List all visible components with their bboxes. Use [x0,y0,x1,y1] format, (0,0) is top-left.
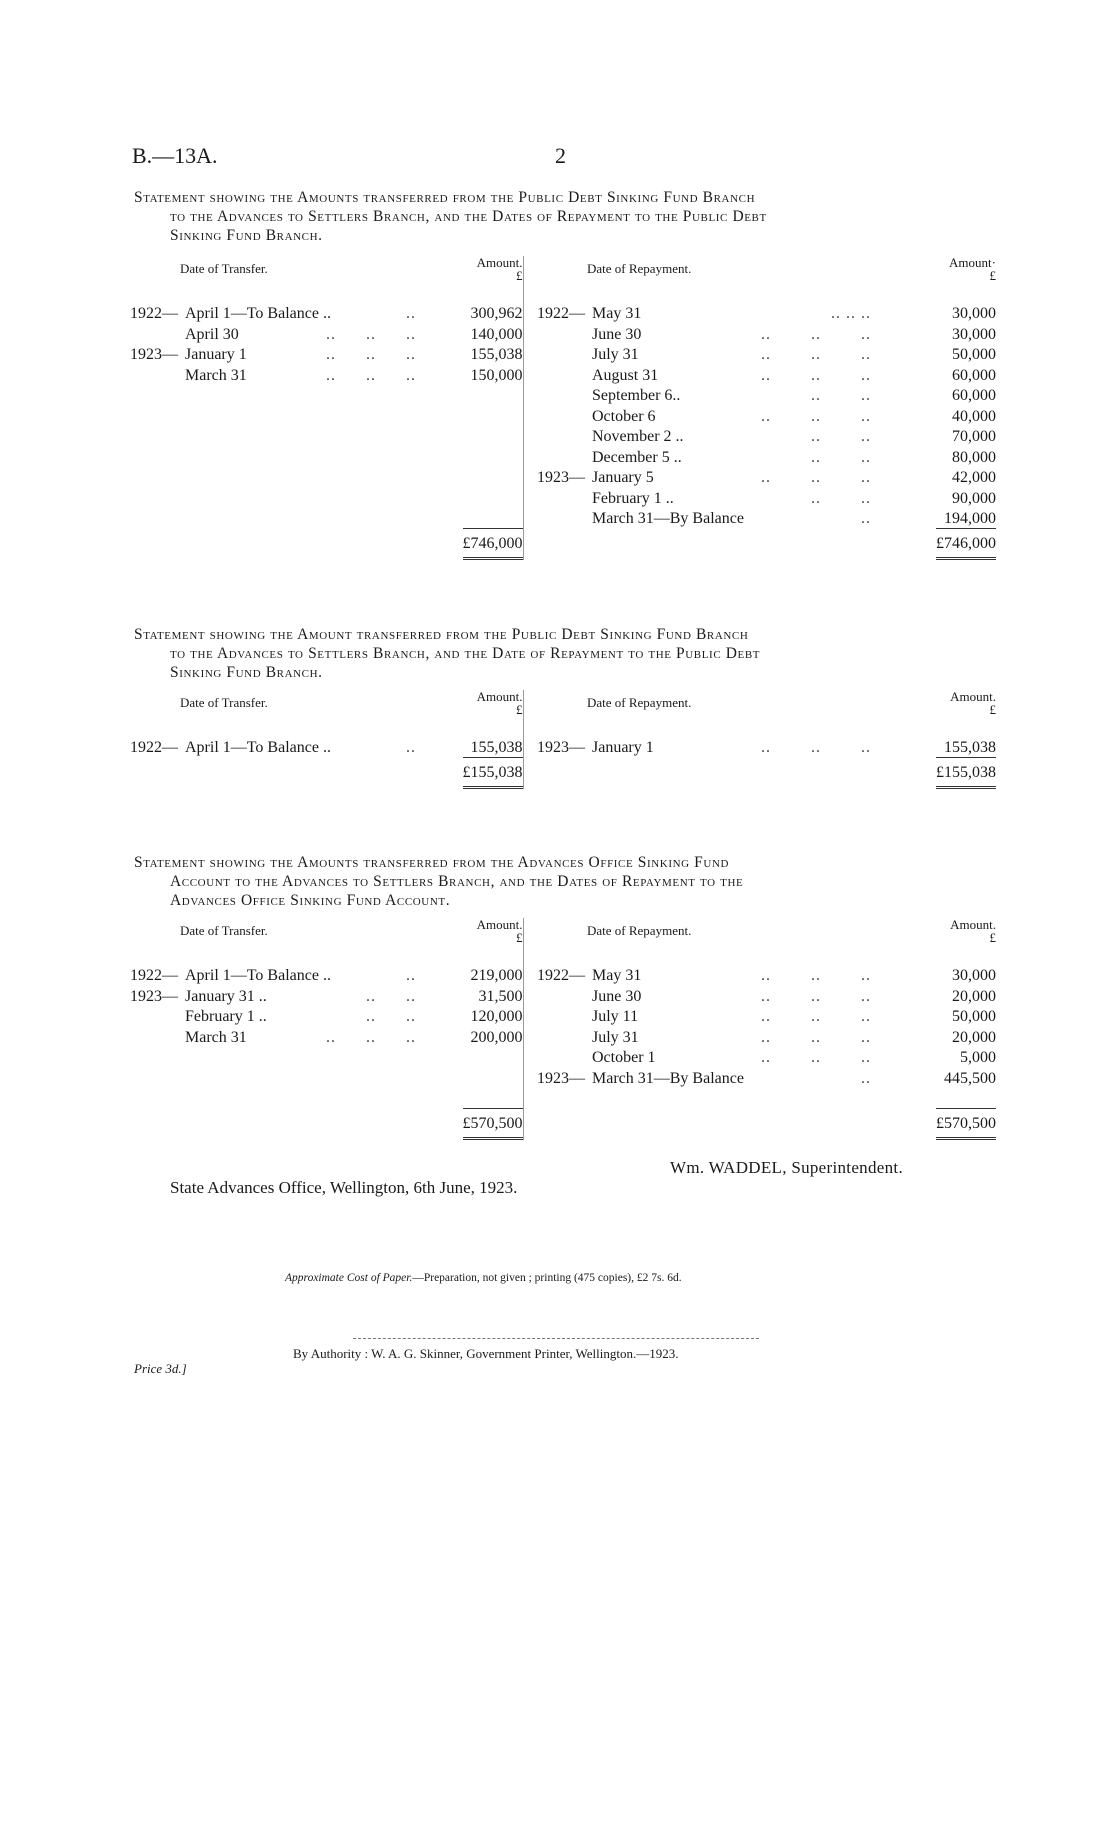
transfer-date: January 1 [185,346,247,363]
amount-label: Amount. [476,689,523,704]
amount-label: Amount. [476,917,523,932]
year: 1923— [537,1069,585,1087]
repayment-date: May 31 [592,967,642,984]
transfer-date: March 31 [185,1028,247,1046]
col-header-amount [877,918,996,944]
col-header-amount [420,256,523,282]
total-right: £570,500 [936,1108,996,1140]
printer-authority: By Authority : W. A. G. Skinner, Government Printer, Wellington.—1923. [293,1346,679,1361]
heading-line: Sinking Fund Branch. [170,227,323,244]
repayment-date: May 31 [592,305,642,322]
repayment-date: December 5 .. [592,448,682,466]
cost-label: Approximate Cost of Paper. [285,1272,413,1284]
amount-label: Amount· [949,255,996,270]
year: 1923— [537,739,585,756]
leader-dots: .. .. .. [761,1028,871,1046]
transfer-amount: 219,000 [470,967,523,984]
repayment-date: October 1 [592,1049,656,1066]
year: 1923— [130,346,178,363]
price: Price 3d.] [134,1361,187,1376]
table-row [130,323,996,344]
leader-dots: .. .. .. [326,1028,416,1046]
col-header-date-of-repayment: Date of Repayment. [587,261,692,276]
repayment-date: September 6.. [592,387,681,404]
repayment-amount: 20,000 [952,1028,996,1046]
currency-label: £ [989,702,996,717]
statement-3-heading [134,853,994,910]
table-header-row [130,918,996,944]
transfer-amount: 31,500 [478,987,523,1005]
transfer-amount: 150,000 [470,366,523,384]
repayment-date: August 31 [592,366,659,384]
transfer-date: April 30 [185,325,239,343]
col-header-amount [420,918,523,944]
leader-dots: .. .. .. [761,346,871,363]
table-row [130,385,996,406]
leader-dots: .. .. [811,448,871,466]
total-right: £155,038 [936,757,996,789]
table-header-row [130,690,996,716]
repayment-amount: 80,000 [952,448,996,466]
repayment-date: January 1 [592,739,654,756]
transfer-amount: 155,038 [470,739,523,756]
repayment-amount: 30,000 [952,967,996,984]
repayment-amount: 155,038 [944,739,996,756]
table-row [130,985,996,1006]
statement-2-heading [134,625,994,682]
repayment-date: February 1 .. [592,489,674,507]
repayment-date: January 5 [592,469,654,486]
repayment-date: November 2 .. [592,428,684,445]
repayment-amount: 50,000 [952,346,996,363]
repayment-date: June 30 [592,987,642,1005]
currency-label: £ [516,930,523,945]
repayment-amount: 40,000 [952,407,996,425]
leader-dots: .. .. .. [761,325,871,343]
leader-dots: .. .. [366,987,416,1005]
total-row [130,1108,996,1140]
repayment-amount: 445,500 [944,1069,996,1087]
table-row [130,303,996,324]
table-row [130,1006,996,1027]
transfer-date: April 1—To Balance .. [185,967,331,984]
total-left: £570,500 [463,1108,523,1140]
amount-label: Amount. [950,917,996,932]
repayment-amount: 60,000 [952,366,996,384]
leader-dots: .. .. .. [761,739,871,756]
heading-line: Advances Office Sinking Fund Account. [170,892,451,909]
repayment-date: March 31—By Balance [592,510,744,527]
repayment-amount: 30,000 [952,325,996,343]
leader-dots: .. .. .. [831,305,871,322]
currency-label: £ [516,702,523,717]
table-row [130,1026,996,1047]
table-row [130,467,996,488]
total-row [130,528,996,560]
year: 1922— [537,305,585,322]
leader-dots: .. .. [366,1008,416,1025]
leader-dots: .. .. .. [326,325,416,343]
leader-dots: .. .. .. [761,407,871,425]
currency-label: £ [989,930,996,945]
repayment-date: March 31—By Balance [592,1069,744,1087]
repayment-amount: 60,000 [952,387,996,404]
leader-dots: .. .. .. [761,469,871,486]
heading-line: Sinking Fund Branch. [170,664,323,681]
col-header-date-of-transfer: Date of Transfer. [180,261,268,276]
amount-label: Amount. [950,689,996,704]
year: 1922— [130,305,178,322]
office-date-line: State Advances Office, Wellington, 6th June, 1923. [170,1178,518,1197]
leader-dots: .. .. [811,489,871,507]
col-header-date-of-transfer: Date of Transfer. [180,695,268,710]
statement-3-table [130,918,996,1140]
transfer-date: April 1—To Balance .. [185,305,331,322]
table-row [130,426,996,447]
repayment-amount: 5,000 [960,1049,996,1066]
repayment-date: July 11 [592,1008,639,1025]
leader-dots: .. [861,510,871,527]
table-row [130,508,996,529]
total-right: £746,000 [936,528,996,560]
amount-label: Amount. [476,255,523,270]
total-left: £155,038 [463,757,523,789]
year: 1923— [130,987,178,1005]
table-row [130,965,996,986]
col-header-amount [420,690,523,716]
year: 1923— [537,469,585,486]
repayment-amount: 50,000 [952,1008,996,1025]
repayment-amount: 70,000 [952,428,996,445]
leader-dots: .. .. .. [326,366,416,384]
total-row [130,757,996,789]
repayment-date: July 31 [592,346,639,363]
currency-label: £ [989,268,996,283]
repayment-date: June 30 [592,325,642,343]
transfer-date: March 31 [185,366,247,384]
heading-line: Statement showing the Amounts transferred from the Advances Office Sinking Fund [134,854,730,871]
leader-dots: .. .. .. [761,987,871,1005]
divider [353,1338,759,1339]
statement-1-table [130,256,996,560]
table-row [130,344,996,365]
transfer-date: April 1—To Balance .. [185,739,331,756]
repayment-amount: 30,000 [952,305,996,322]
currency-label: £ [516,268,523,283]
table-row [130,1067,996,1088]
table-row [130,446,996,467]
table-row [130,364,996,385]
year: 1922— [537,967,585,984]
leader-dots: .. [406,305,416,322]
leader-dots: .. .. [811,428,871,445]
table-header-row [130,256,996,282]
repayment-amount: 42,000 [952,469,996,486]
document-code: B.—13A. [132,143,218,168]
heading-line: Statement showing the Amounts transferred from the Public Debt Sinking Fund Branch [134,189,756,206]
col-header-date-of-repayment: Date of Repayment. [587,695,692,710]
transfer-amount: 155,038 [470,346,523,363]
transfer-amount: 140,000 [470,325,523,343]
cost-text: —Preparation, not given ; printing (475 copies), £2 7s. 6d. [412,1272,682,1284]
signature: Wm. WADDEL, Superintendent. [670,1158,903,1177]
leader-dots: .. .. [811,387,871,404]
table-row [130,1047,996,1068]
cost-of-paper [285,1272,682,1284]
repayment-date: October 6 [592,407,656,425]
statement-2-table [130,690,996,789]
leader-dots: .. .. .. [761,366,871,384]
transfer-amount: 200,000 [470,1028,523,1046]
leader-dots: .. .. .. [761,1049,871,1066]
leader-dots: .. .. .. [761,967,871,984]
total-left: £746,000 [463,528,523,560]
heading-line: Statement showing the Amount transferred from the Public Debt Sinking Fund Branch [134,626,749,643]
transfer-amount: 120,000 [470,1008,523,1025]
statement-1-heading [134,188,994,245]
repayment-amount: 194,000 [944,510,996,527]
col-header-amount [877,256,996,282]
repayment-amount: 90,000 [952,489,996,507]
heading-line: to the Advances to Settlers Branch, and the Date of Repayment to the Public Debt [170,645,761,662]
year: 1922— [130,967,178,984]
page-number: 2 [555,143,566,168]
table-row [130,487,996,508]
transfer-date: January 31 .. [185,987,267,1005]
leader-dots: .. [406,739,416,756]
table-row [130,405,996,426]
repayment-date: July 31 [592,1028,639,1046]
year: 1922— [130,739,178,756]
transfer-amount: 300,962 [470,305,523,322]
table-row [130,737,996,758]
leader-dots: .. [406,967,416,984]
col-header-date-of-transfer: Date of Transfer. [180,923,268,938]
heading-line: to the Advances to Settlers Branch, and the Dates of Repayment to the Public Debt [170,208,767,225]
leader-dots: .. .. .. [761,1008,871,1025]
heading-line: Account to the Advances to Settlers Branch, and the Dates of Repayment to the [170,873,744,890]
transfer-date: February 1 .. [185,1008,267,1025]
leader-dots: .. [861,1069,871,1087]
leader-dots: .. .. .. [326,346,416,363]
repayment-amount: 20,000 [952,987,996,1005]
col-header-date-of-repayment: Date of Repayment. [587,923,692,938]
col-header-amount [877,690,996,716]
